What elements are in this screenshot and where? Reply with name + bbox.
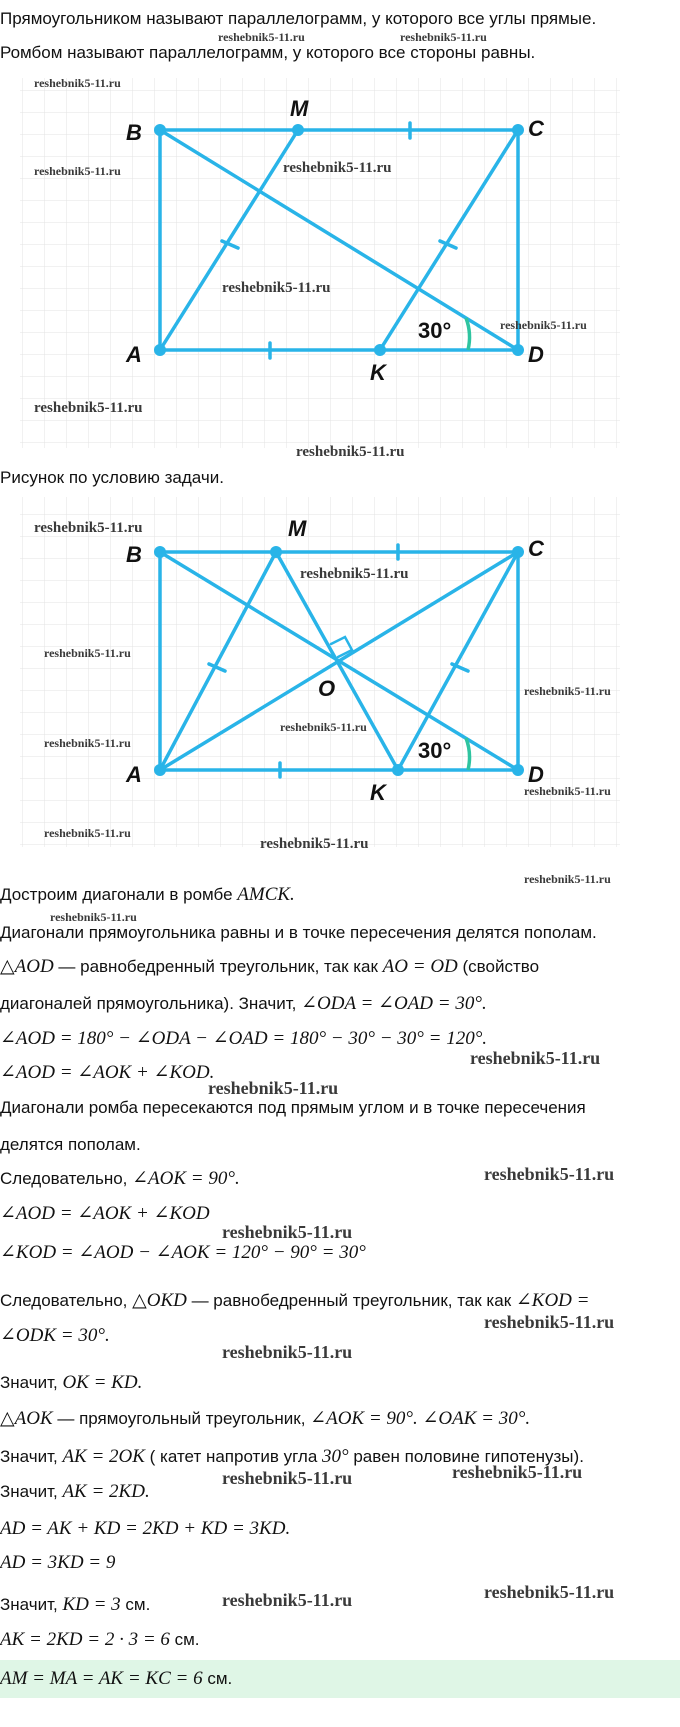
watermark: reshebnik5-11.ru xyxy=(296,444,405,460)
label-a: A xyxy=(126,342,142,367)
solution-line-13: ∠ODK = 30°. xyxy=(0,1325,110,1346)
solution-line-20: Значит, KD = 3 см. xyxy=(0,1594,151,1615)
watermark: reshebnik5-11.ru xyxy=(524,872,611,886)
solution-line-14: Значит, OK = KD. xyxy=(0,1372,143,1393)
point-b-2 xyxy=(154,546,166,558)
label-o: O xyxy=(318,676,336,701)
watermark: reshebnik5-11.ru xyxy=(300,566,409,582)
watermark: reshebnik5-11.ru xyxy=(34,76,121,90)
solution-line-17: Значит, AK = 2KD. xyxy=(0,1481,150,1502)
solution-line-19: AD = 3KD = 9 xyxy=(0,1552,116,1573)
solution-line-8: делятся пополам. xyxy=(0,1135,141,1154)
watermark: reshebnik5-11.ru xyxy=(524,784,611,798)
watermark: reshebnik5-11.ru xyxy=(50,910,137,924)
solution-line-4: диагоналей прямоугольника). Значит, ∠ODA = ∠OAD = 30°. xyxy=(0,993,487,1014)
watermark: reshebnik5-11.ru xyxy=(218,30,305,44)
solution-line-16: Значит, AK = 2OK ( катет напротив угла 30° равен половине гипотенузы). xyxy=(0,1446,584,1467)
solution-line-18: AD = AK + KD = 2KD + KD = 3KD. xyxy=(0,1518,291,1539)
point-c xyxy=(512,124,524,136)
label-c-2: C xyxy=(528,536,544,561)
label-b-2: B xyxy=(126,542,142,567)
solution-line-2: Диагонали прямоугольника равны и в точке пересечения делятся пополам. xyxy=(0,923,597,942)
watermark: reshebnik5-11.ru xyxy=(44,736,131,750)
point-a-2 xyxy=(154,764,166,776)
solution-line-1: Достроим диагонали в ромбе AMCK. xyxy=(0,884,295,905)
label-d-2: D xyxy=(528,762,544,787)
solution-line-3: △AOD — равнобедренный треугольник, так как AO = OD (свойство xyxy=(0,956,540,977)
watermark: reshebnik5-11.ru xyxy=(44,826,131,840)
point-k xyxy=(374,344,386,356)
solution-line-7: Диагонали ромба пересекаются под прямым углом и в точке пересечения xyxy=(0,1098,586,1117)
watermark: reshebnik5-11.ru xyxy=(34,400,143,416)
label-m: M xyxy=(290,96,309,121)
point-d xyxy=(512,344,524,356)
point-d-2 xyxy=(512,764,524,776)
watermark: reshebnik5-11.ru xyxy=(44,646,131,660)
caption: Рисунок по условию задачи. xyxy=(0,468,224,487)
point-c-2 xyxy=(512,546,524,558)
solution-line-12: Следовательно, △OKD — равнобедренный треугольник, так как ∠KOD = xyxy=(0,1290,590,1311)
point-m-2 xyxy=(270,546,282,558)
label-a-2: A xyxy=(126,762,142,787)
label-c: C xyxy=(528,116,544,141)
solution-line-6: ∠AOD = ∠AOK + ∠KOD. xyxy=(0,1062,215,1083)
watermark: reshebnik5-11.ru xyxy=(260,836,369,852)
watermark: reshebnik5-11.ru xyxy=(222,280,331,296)
watermark: reshebnik5-11.ru xyxy=(452,1462,583,1482)
solution-line-5: ∠AOD = 180° − ∠ODA − ∠OAD = 180° − 30° − 30° = 120°. xyxy=(0,1028,488,1049)
watermark: reshebnik5-11.ru xyxy=(34,520,143,536)
label-m-2: M xyxy=(288,516,307,541)
watermark: reshebnik5-11.ru xyxy=(524,684,611,698)
solution-line-11: ∠KOD = ∠AOD − ∠AOK = 120° − 90° = 30° xyxy=(0,1242,366,1263)
watermark: reshebnik5-11.ru xyxy=(484,1164,615,1184)
watermark: reshebnik5-11.ru xyxy=(208,1078,339,1098)
watermark: reshebnik5-11.ru xyxy=(500,318,587,332)
watermark: reshebnik5-11.ru xyxy=(222,1342,353,1362)
label-k: K xyxy=(370,360,386,385)
watermark: reshebnik5-11.ru xyxy=(34,164,121,178)
watermark: reshebnik5-11.ru xyxy=(222,1468,353,1488)
label-angle-30: 30° xyxy=(418,318,452,343)
watermark: reshebnik5-11.ru xyxy=(484,1312,615,1332)
figure-problem xyxy=(0,68,680,454)
label-k-2: K xyxy=(370,780,386,805)
point-k-2 xyxy=(392,764,404,776)
label-b: B xyxy=(126,120,142,145)
watermark: reshebnik5-11.ru xyxy=(470,1048,601,1068)
label-angle-30-2: 30° xyxy=(418,738,452,763)
solution-line-21: AK = 2KD = 2 · 3 = 6 см. xyxy=(0,1629,200,1650)
figure-solution xyxy=(0,492,680,872)
definition-rhombus: Ромбом называют параллелограмм, у которого все стороны равны. xyxy=(0,43,536,62)
point-a xyxy=(154,344,166,356)
solution-line-15: △AOK — прямоугольный треугольник, ∠AOK = 90°. ∠OAK = 30°. xyxy=(0,1408,531,1429)
definition-rectangle: Прямоугольником называют параллелограмм, у которого все углы прямые. xyxy=(0,9,597,28)
solution-line-9: Следовательно, ∠AOK = 90°. xyxy=(0,1168,240,1189)
point-m xyxy=(292,124,304,136)
watermark: reshebnik5-11.ru xyxy=(222,1222,353,1242)
point-b xyxy=(154,124,166,136)
watermark: reshebnik5-11.ru xyxy=(484,1582,615,1602)
label-d: D xyxy=(528,342,544,367)
watermark: reshebnik5-11.ru xyxy=(400,30,487,44)
solution-answer: AM = MA = AK = KC = 6 см. xyxy=(0,1668,233,1689)
watermark: reshebnik5-11.ru xyxy=(222,1590,353,1610)
solution-line-10: ∠AOD = ∠AOK + ∠KOD xyxy=(0,1203,210,1224)
watermark: reshebnik5-11.ru xyxy=(280,720,367,734)
watermark: reshebnik5-11.ru xyxy=(283,160,392,176)
